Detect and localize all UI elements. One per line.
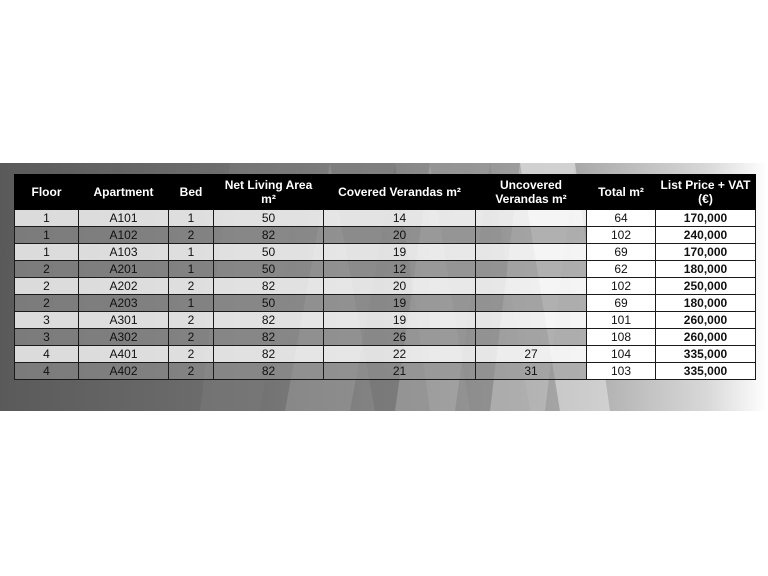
cell-covered-verandas: 19 [324, 244, 476, 261]
cell-bed: 2 [169, 312, 214, 329]
cell-total: 101 [587, 312, 656, 329]
cell-uncovered-verandas [476, 329, 587, 346]
cell-covered-verandas: 21 [324, 363, 476, 380]
cell-net-living-area: 82 [214, 278, 324, 295]
header-bed: Bed [169, 175, 214, 210]
table-row [15, 227, 756, 244]
cell-bed: 2 [169, 329, 214, 346]
cell-floor: 2 [15, 261, 79, 278]
cell-floor: 3 [15, 329, 79, 346]
table-row [15, 312, 756, 329]
cell-apartment: A203 [79, 295, 169, 312]
cell-price: 180,000 [656, 295, 756, 312]
cell-total: 102 [587, 278, 656, 295]
cell-net-living-area: 50 [214, 295, 324, 312]
cell-floor: 3 [15, 312, 79, 329]
cell-bed: 1 [169, 244, 214, 261]
cell-covered-verandas: 22 [324, 346, 476, 363]
cell-total: 69 [587, 295, 656, 312]
header-net-living-area: Net Living Area m² [214, 175, 324, 210]
cell-covered-verandas: 12 [324, 261, 476, 278]
table-header-row [15, 175, 756, 210]
cell-apartment: A301 [79, 312, 169, 329]
cell-total: 103 [587, 363, 656, 380]
cell-covered-verandas: 26 [324, 329, 476, 346]
cell-total: 104 [587, 346, 656, 363]
table-body [15, 210, 756, 380]
cell-covered-verandas: 20 [324, 227, 476, 244]
table-row [15, 295, 756, 312]
cell-net-living-area: 50 [214, 261, 324, 278]
cell-price: 170,000 [656, 244, 756, 261]
table-row [15, 210, 756, 227]
cell-price: 335,000 [656, 363, 756, 380]
cell-apartment: A302 [79, 329, 169, 346]
cell-floor: 4 [15, 346, 79, 363]
cell-apartment: A101 [79, 210, 169, 227]
cell-bed: 2 [169, 278, 214, 295]
cell-uncovered-verandas: 27 [476, 346, 587, 363]
cell-bed: 1 [169, 261, 214, 278]
cell-net-living-area: 82 [214, 312, 324, 329]
cell-floor: 1 [15, 210, 79, 227]
cell-uncovered-verandas: 31 [476, 363, 587, 380]
header-covered-verandas: Covered Verandas m² [324, 175, 476, 210]
cell-net-living-area: 82 [214, 227, 324, 244]
cell-price: 335,000 [656, 346, 756, 363]
apartment-price-table [14, 174, 756, 380]
cell-net-living-area: 50 [214, 210, 324, 227]
cell-price: 240,000 [656, 227, 756, 244]
table-row [15, 363, 756, 380]
table-row [15, 261, 756, 278]
header-floor: Floor [15, 175, 79, 210]
cell-apartment: A103 [79, 244, 169, 261]
cell-uncovered-verandas [476, 278, 587, 295]
cell-covered-verandas: 19 [324, 295, 476, 312]
cell-uncovered-verandas [476, 261, 587, 278]
cell-net-living-area: 82 [214, 329, 324, 346]
cell-bed: 1 [169, 210, 214, 227]
cell-bed: 2 [169, 346, 214, 363]
table-row [15, 278, 756, 295]
cell-bed: 1 [169, 295, 214, 312]
cell-uncovered-verandas [476, 210, 587, 227]
cell-apartment: A102 [79, 227, 169, 244]
cell-uncovered-verandas [476, 295, 587, 312]
cell-price: 180,000 [656, 261, 756, 278]
cell-covered-verandas: 19 [324, 312, 476, 329]
cell-total: 69 [587, 244, 656, 261]
cell-net-living-area: 82 [214, 363, 324, 380]
header-uncovered-verandas: Uncovered Verandas m² [476, 175, 587, 210]
cell-apartment: A402 [79, 363, 169, 380]
cell-price: 260,000 [656, 312, 756, 329]
cell-covered-verandas: 14 [324, 210, 476, 227]
cell-floor: 2 [15, 278, 79, 295]
cell-total: 108 [587, 329, 656, 346]
header-apartment: Apartment [79, 175, 169, 210]
cell-net-living-area: 82 [214, 346, 324, 363]
table-row [15, 244, 756, 261]
cell-floor: 1 [15, 227, 79, 244]
cell-total: 102 [587, 227, 656, 244]
table-row [15, 329, 756, 346]
cell-net-living-area: 50 [214, 244, 324, 261]
cell-uncovered-verandas [476, 244, 587, 261]
cell-floor: 2 [15, 295, 79, 312]
cell-uncovered-verandas [476, 312, 587, 329]
cell-bed: 2 [169, 227, 214, 244]
cell-apartment: A401 [79, 346, 169, 363]
cell-apartment: A202 [79, 278, 169, 295]
table-row [15, 346, 756, 363]
cell-total: 62 [587, 261, 656, 278]
cell-price: 170,000 [656, 210, 756, 227]
cell-price: 250,000 [656, 278, 756, 295]
cell-price: 260,000 [656, 329, 756, 346]
cell-floor: 1 [15, 244, 79, 261]
cell-bed: 2 [169, 363, 214, 380]
cell-apartment: A201 [79, 261, 169, 278]
cell-uncovered-verandas [476, 227, 587, 244]
cell-covered-verandas: 20 [324, 278, 476, 295]
cell-floor: 4 [15, 363, 79, 380]
cell-total: 64 [587, 210, 656, 227]
header-total: Total m² [587, 175, 656, 210]
header-price: List Price + VAT (€) [656, 175, 756, 210]
